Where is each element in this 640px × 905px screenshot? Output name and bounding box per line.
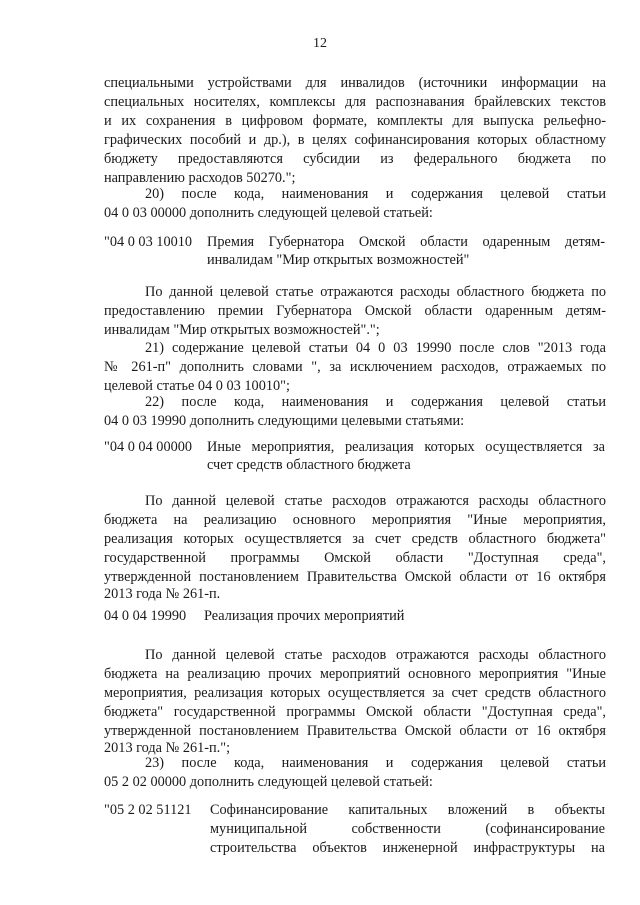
text-line: утвержденной постановлением Правительства Омской области от 16 октября: [104, 569, 606, 585]
text-line: 2013 года № 261-п.";: [104, 740, 231, 756]
article-title-line: Софинансирование капитальных вложений в объекты: [210, 802, 605, 818]
text-line: специальных носителях, комплексы для распознавания брайлевских текстов: [104, 94, 606, 110]
text-line: По данной целевой статье расходов отражаются расходы областного: [145, 493, 606, 509]
text-line: 04 0 03 19990 дополнить следующими целевыми статьями:: [104, 413, 465, 429]
text-line: реализация которых осуществляется за счет средств областного бюджета": [104, 531, 606, 547]
text-line: 04 0 03 00000 дополнить следующей целевой статьей:: [104, 205, 433, 221]
text-line: 20) после кода, наименования и содержания целевой статьи: [145, 186, 606, 202]
text-line: бюджета на реализацию основного мероприятия "Иные мероприятия,: [104, 512, 606, 528]
article-title-line: строительства объектов инженерной инфраструктуры на: [210, 840, 605, 856]
text-line: мероприятия, реализация которых осуществляется за счет средств областного: [104, 685, 606, 701]
article-title-line: муниципальной собственности (софинансирование: [210, 821, 605, 837]
text-line: № 261-п" дополнить словами ", за исключением расходов, отражаемых по: [104, 359, 606, 375]
article-code: "04 0 04 00000: [104, 439, 193, 455]
text-line: 2013 года № 261-п.: [104, 586, 221, 602]
text-line: бюджета на реализацию прочих мероприятий основного мероприятия "Иные: [104, 666, 606, 682]
article-title-line: инвалидам "Мир открытых возможностей": [207, 252, 470, 268]
text-line: графических пособий и др.), в целях софинансирования которых областному: [104, 132, 606, 148]
text-line: По данной целевой статье расходов отражаются расходы областного: [145, 647, 606, 663]
text-line: бюджета" государственной программы Омской области "Доступная среда",: [104, 704, 606, 720]
text-line: бюджету предоставляются субсидии из федерального бюджета по: [104, 151, 606, 167]
text-line: По данной целевой статье отражаются расходы областного бюджета по: [145, 284, 606, 300]
text-line: 22) после кода, наименования и содержания целевой статьи: [145, 394, 606, 410]
text-line: и их сохранения в цифровом формате, комплекты для выпуска рельефно-: [104, 113, 606, 129]
article-code: "05 2 02 51121: [104, 802, 192, 818]
text-line: 23) после кода, наименования и содержания целевой статьи: [145, 755, 606, 771]
article-title-line: Премия Губернатора Омской области одаренным детям-: [207, 234, 605, 250]
article-code: "04 0 03 10010: [104, 234, 193, 250]
article-title-line: счет средств областного бюджета: [207, 457, 411, 473]
text-line: государственной программы Омской области "Доступная среда",: [104, 550, 606, 566]
page-number: 12: [313, 36, 327, 51]
text-line: специальными устройствами для инвалидов (источники информации на: [104, 75, 606, 91]
text-line: целевой статье 04 0 03 10010";: [104, 378, 290, 394]
text-line: 05 2 02 00000 дополнить следующей целевой статьей:: [104, 774, 433, 790]
article-title-line: Иные мероприятия, реализация которых осуществляется за: [207, 439, 605, 455]
text-line: предоставлению премии Губернатора Омской области одаренным детям-: [104, 303, 606, 319]
text-line: 21) содержание целевой статьи 04 0 03 19990 после слов "2013 года: [145, 340, 606, 356]
text-line: направлению расходов 50270.";: [104, 170, 296, 186]
text-line: утвержденной постановлением Правительства Омской области от 16 октября: [104, 723, 606, 739]
text-line: инвалидам "Мир открытых возможностей".";: [104, 322, 380, 338]
article-title-line: Реализация прочих мероприятий: [204, 608, 405, 624]
article-code: 04 0 04 19990: [104, 608, 187, 624]
